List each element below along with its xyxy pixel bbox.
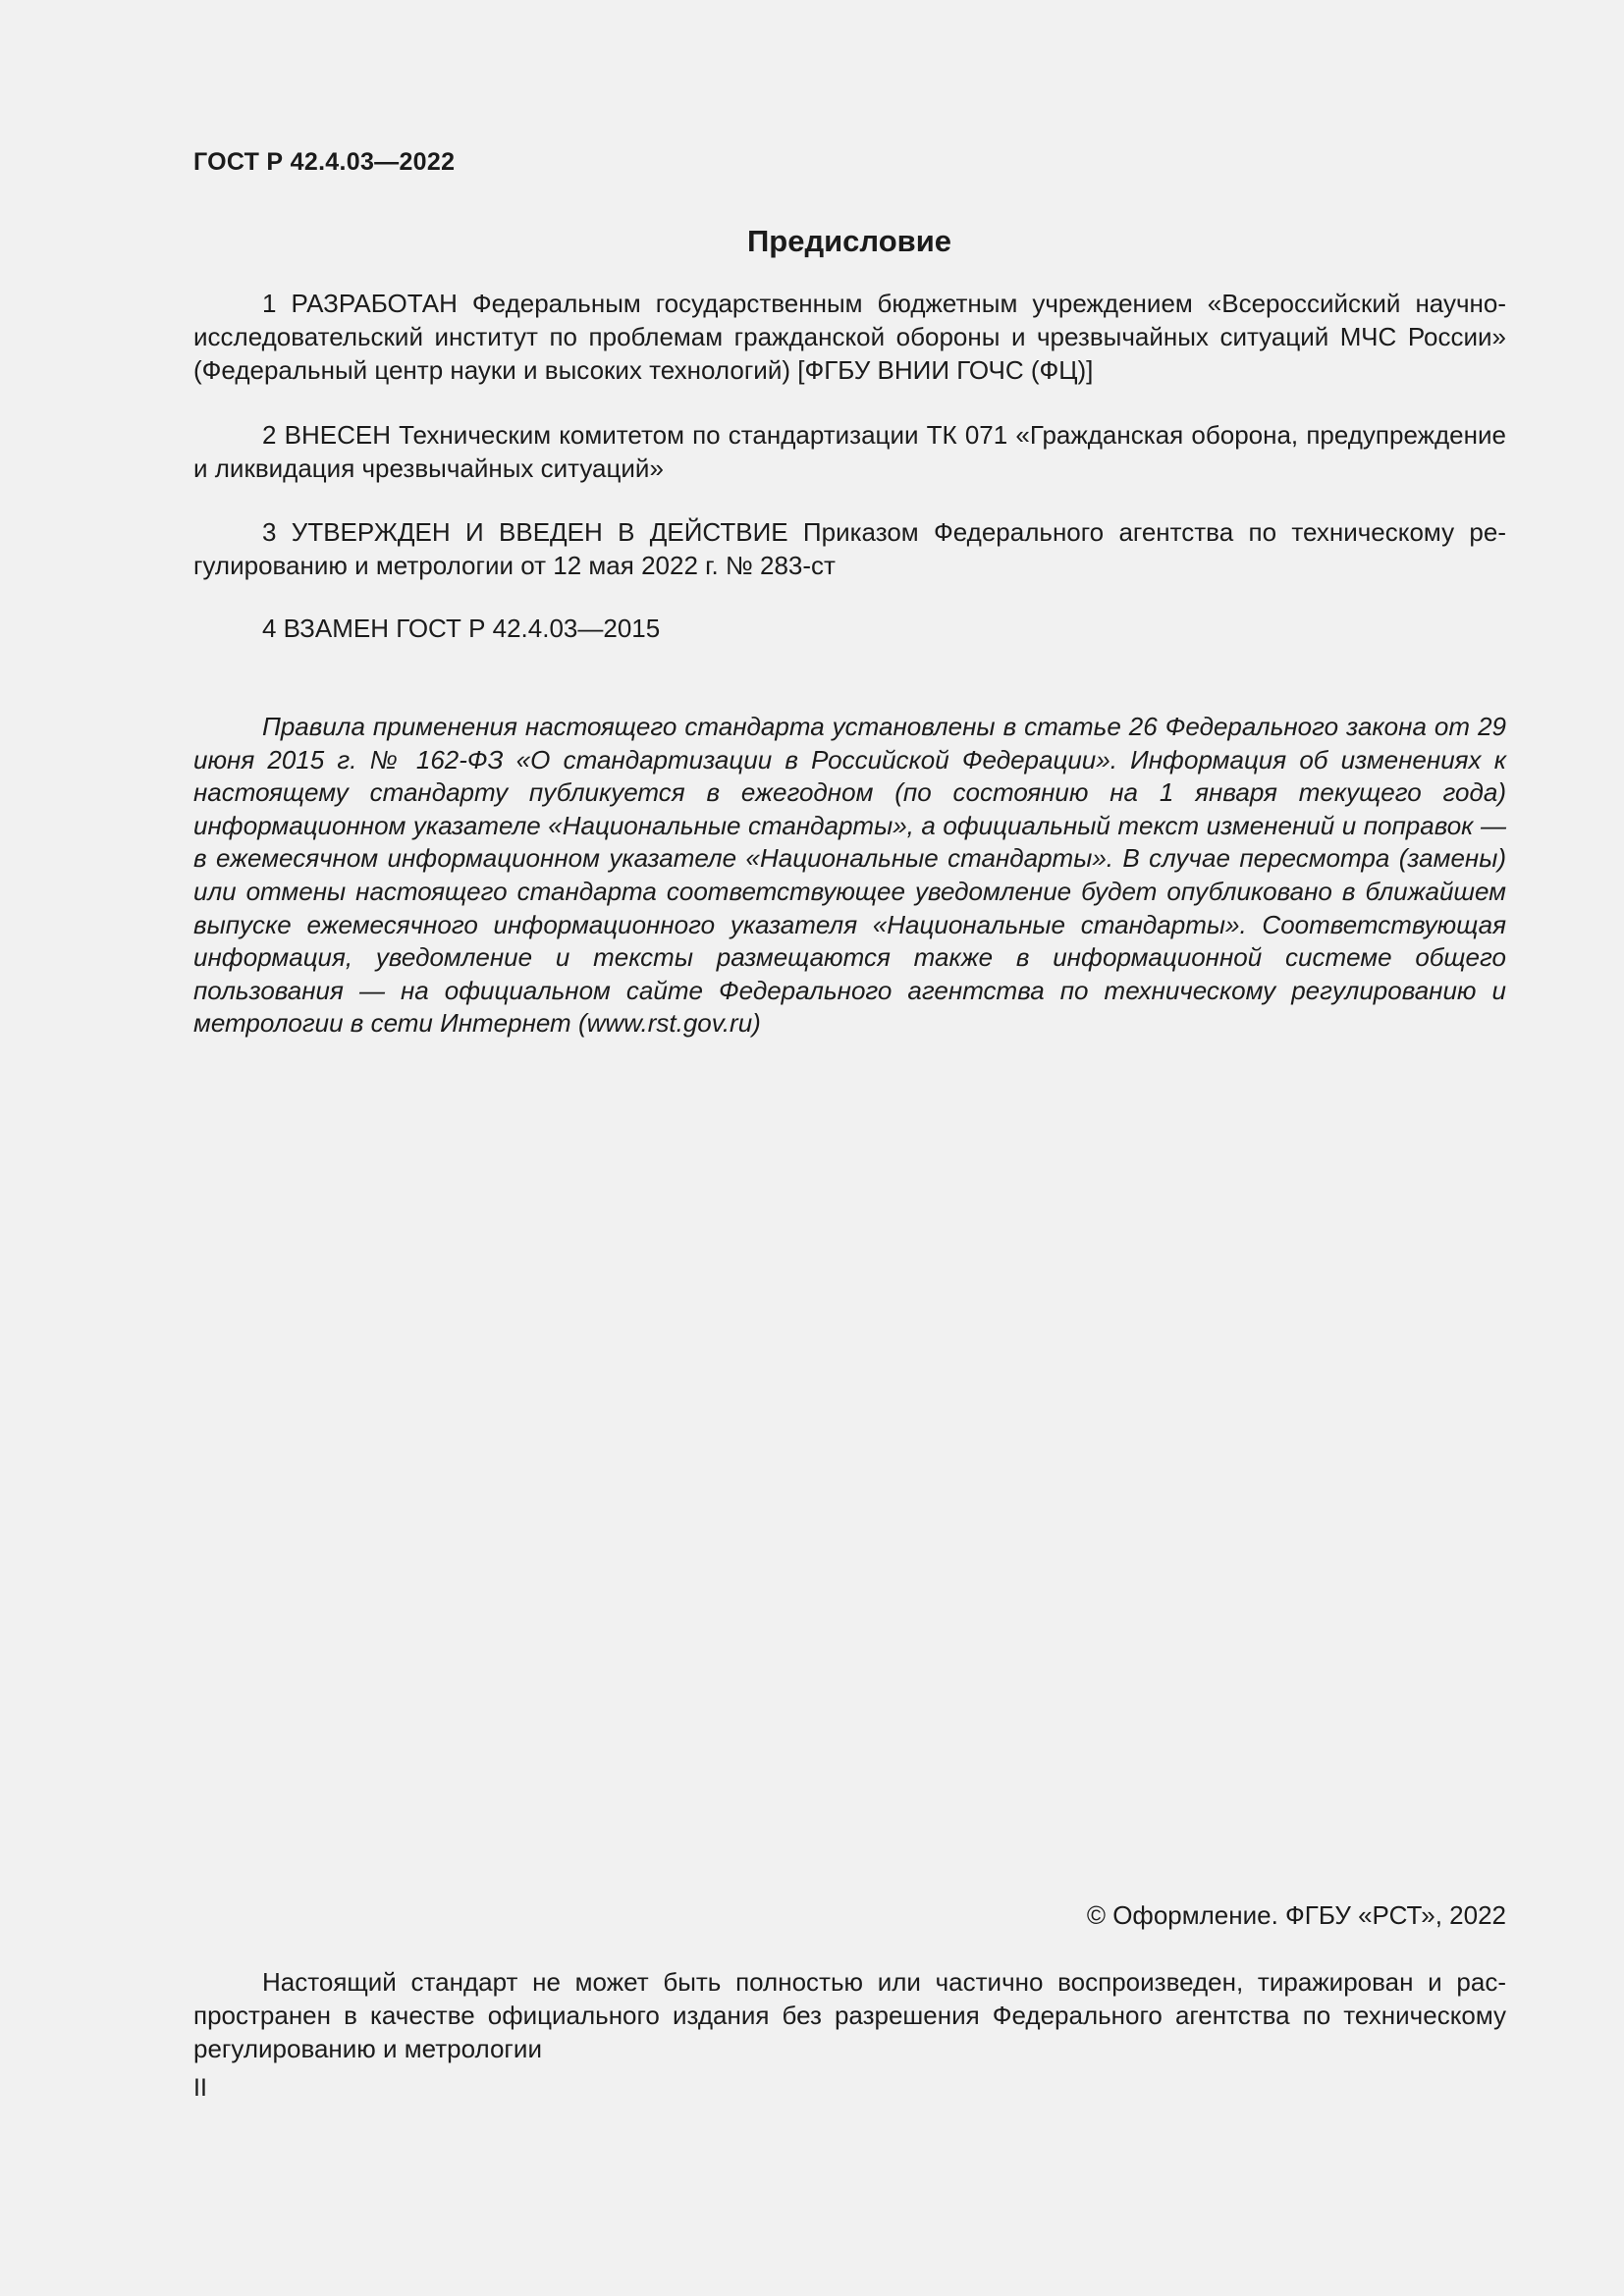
preface-item-approved: 3 УТВЕРЖДЕН И ВВЕДЕН В ДЕЙСТВИЕ Приказом Федерального агентства по техническому регулированию и метрологии от 12 мая 2022 г. № 283-ст [193,517,1506,580]
preface-item-developed: 1 РАЗРАБОТАН Федеральным государственным бюджетным учреждением «Всероссийский научно-исследовательский институт по проблемам гражданской обороны и чрезвычайных ситуаций МЧС России» (Федеральный центр науки и высоких технологий) [ФГБУ ВНИИ ГОЧС (ФЦ)] [193,289,1506,385]
copyright-line: © Оформление. ФГБУ «РСТ», 2022 [1086,1900,1506,1930]
page-number: II [193,2074,207,2102]
application-rules-notice: Правила применения настоящего стандарта установлены в статье 26 Федерального закона от 29 июня 2015 г. № 162-ФЗ «О стандартизации в Российской Федерации». Информация об изменениях к настоящему стандарту публикуется в ежегодном (по состоянию на 1 января текущего года) информационном указателе «Национальные стандарты», а официальный текст изменений и поправок — в ежемесячном информационном указателе «Национальные стандарты». В случае пересмотра (замены) или отмены настоящего стандарта соответствующее уведомление будет опубликовано в ближайшем выпуске ежемесячного информационного указателя «Национальные стандарты». Соответствующая информация, уведомление и тексты размещаются также в информационной системе общего пользования — на официальном сайте Федерального агентства по техническому регулированию и метрологии в сети Интернет (www.rst.gov.ru) [193,712,1506,1039]
reproduction-rights-notice: Настоящий стандарт не может быть полностью или частично воспроизведен, тиражирован и распространен в качестве официального издания без разрешения Федерального агентства по техническому регулированию и метрологии [193,1967,1506,2063]
section-title: Предисловие [746,224,951,258]
preface-item-replaces: 4 ВЗАМЕН ГОСТ Р 42.4.03—2015 [262,614,661,643]
preface-item-introduced: 2 ВНЕСЕН Техническим комитетом по стандартизации ТК 071 «Гражданская оборона, предупреждение и ликвидация чрезвычайных ситуаций» [193,420,1506,483]
document-code: ГОСТ Р 42.4.03—2022 [193,148,456,176]
